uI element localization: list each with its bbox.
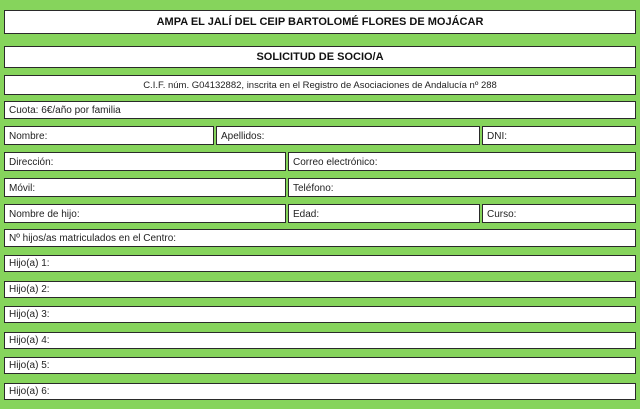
- hijo-6-field[interactable]: [4, 383, 636, 400]
- edad-label: Edad:: [293, 209, 320, 220]
- hijo-2-field[interactable]: [4, 281, 636, 298]
- movil-label: Móvil:: [9, 183, 36, 194]
- dni-label: DNI:: [487, 131, 507, 142]
- hijo-1-label: Hijo(a) 1:: [9, 258, 50, 269]
- nombre-field[interactable]: [4, 126, 214, 145]
- hijo-5-label: Hijo(a) 5:: [9, 360, 50, 371]
- form-title: [4, 10, 636, 34]
- num-hijos-label: Nº hijos/as matriculados en el Centro:: [9, 233, 177, 244]
- dni-field[interactable]: [482, 126, 636, 145]
- hijo-3-field[interactable]: [4, 306, 636, 323]
- cif-line: [4, 75, 636, 95]
- apellidos-label: Apellidos:: [221, 131, 265, 142]
- hijo-4-field[interactable]: [4, 332, 636, 349]
- hijo-3-label: Hijo(a) 3:: [9, 309, 50, 320]
- telefono-field[interactable]: [288, 178, 636, 197]
- apellidos-field[interactable]: [216, 126, 480, 145]
- hijo-1-field[interactable]: [4, 255, 636, 272]
- cuota-line: [4, 101, 636, 119]
- curso-label: Curso:: [487, 209, 517, 220]
- hijo-6-label: Hijo(a) 6:: [9, 386, 50, 397]
- form-subtitle: [4, 46, 636, 68]
- telefono-label: Teléfono:: [293, 183, 334, 194]
- direccion-field[interactable]: [4, 152, 286, 171]
- correo-field[interactable]: [288, 152, 636, 171]
- form-title-text: AMPA EL JALÍ DEL CEIP BARTOLOMÉ FLORES DE MOJÁCAR: [156, 16, 484, 28]
- cuota-label: Cuota: 6€/año por familia: [9, 105, 121, 116]
- nombre-label: Nombre:: [9, 131, 48, 142]
- nombre-hijo-field[interactable]: [4, 204, 286, 223]
- cif-line-text: C.I.F. núm. G04132882, inscrita en el Registro de Asociaciones de Andalucía nº 288: [143, 79, 497, 91]
- direccion-label: Dirección:: [9, 157, 54, 168]
- curso-field[interactable]: [482, 204, 636, 223]
- form-subtitle-text: SOLICITUD DE SOCIO/A: [256, 51, 384, 63]
- hijo-2-label: Hijo(a) 2:: [9, 284, 50, 295]
- hijo-5-field[interactable]: [4, 357, 636, 374]
- correo-label: Correo electrónico:: [293, 157, 378, 168]
- movil-field[interactable]: [4, 178, 286, 197]
- num-hijos-field[interactable]: [4, 229, 636, 247]
- nombre-hijo-label: Nombre de hijo:: [9, 209, 80, 220]
- hijo-4-label: Hijo(a) 4:: [9, 335, 50, 346]
- edad-field[interactable]: [288, 204, 480, 223]
